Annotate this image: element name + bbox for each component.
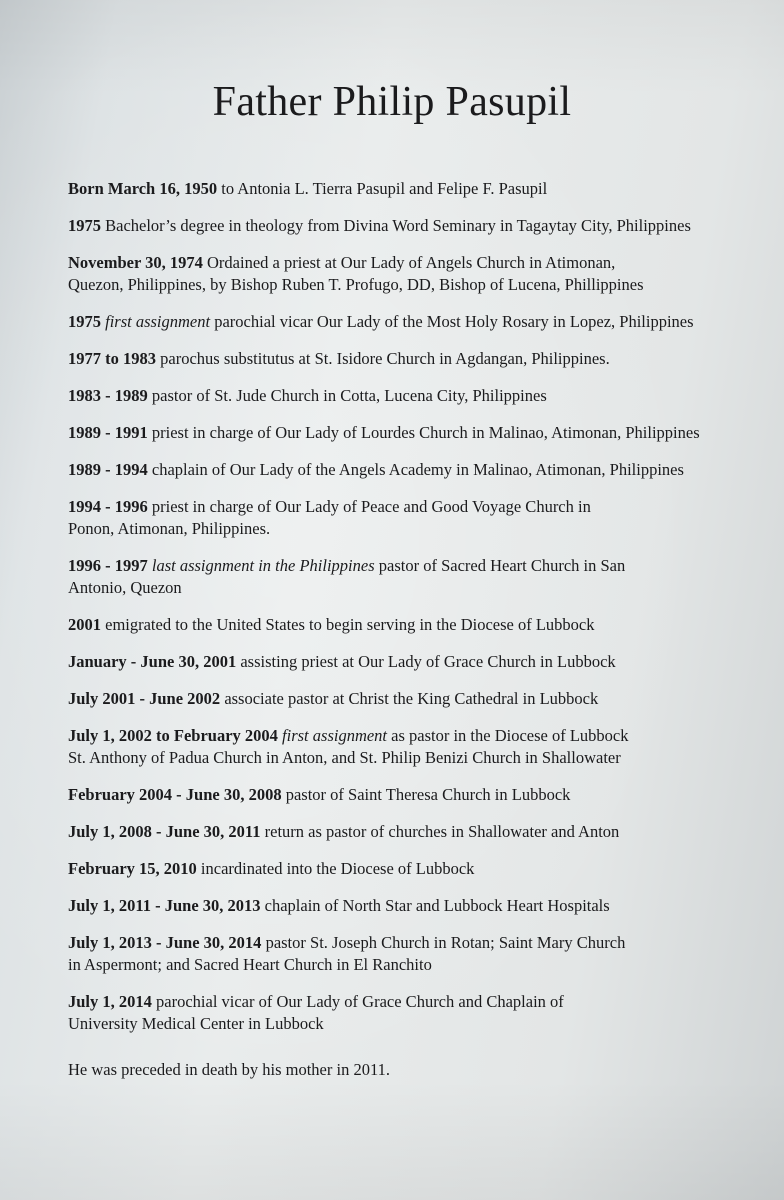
entry-date: 1994 - 1996 [68, 497, 148, 516]
entry-date: 1989 - 1994 [68, 460, 148, 479]
timeline-entry [68, 215, 768, 237]
entry-text: to Antonia L. Tierra Pasupil and Felipe F. Pasupil [217, 179, 548, 198]
entry-line [68, 725, 768, 747]
timeline-entry [68, 821, 768, 843]
timeline-entry [68, 651, 768, 673]
timeline-entry [68, 555, 768, 599]
entry-text: priest in charge of Our Lady of Lourdes Church in Malinao, Atimonan, Philippines [147, 423, 700, 442]
entry-line [68, 311, 768, 333]
entry-text: parochus substitutus at St. Isidore Church in Agdangan, Philippines. [156, 349, 610, 368]
entry-text-continued: Ponon, Atimonan, Philippines. [68, 519, 271, 538]
page-title: Father Philip Pasupil [212, 79, 572, 125]
entry-text-continued: University Medical Center in Lubbock [68, 1014, 324, 1033]
entry-date: July 1, 2002 to February 2004 [68, 726, 278, 745]
entry-line [68, 555, 768, 577]
entry-date: Born March 16, 1950 [68, 179, 218, 198]
timeline-entry [68, 784, 768, 806]
entry-date: 1983 - 1989 [68, 386, 148, 405]
entry-line [68, 991, 768, 1013]
entry-line [68, 215, 768, 237]
entry-text: priest in charge of Our Lady of Peace and Good Voyage Church in [147, 497, 591, 516]
entry-text: chaplain of Our Lady of the Angels Academy in Malinao, Atimonan, Philippines [147, 460, 684, 479]
entry-line [68, 784, 768, 806]
entry-line [68, 496, 768, 518]
entry-text-continued: St. Anthony of Padua Church in Anton, and St. Philip Benizi Church in Shallowater [68, 748, 621, 767]
entry-text: return as pastor of churches in Shallowater and Anton [260, 822, 620, 841]
entry-date: 1996 - 1997 [68, 556, 148, 575]
entry-text: assisting priest at Our Lady of Grace Church in Lubbock [236, 652, 616, 671]
entry-date: July 1, 2011 - June 30, 2013 [68, 896, 261, 915]
entry-line [68, 895, 768, 917]
entry-date: February 15, 2010 [68, 859, 197, 878]
timeline-entry [68, 348, 768, 370]
entry-date: July 1, 2008 - June 30, 2011 [68, 822, 261, 841]
timeline-list [68, 178, 768, 1098]
entry-text: parochial vicar of Our Lady of Grace Church and Chaplain of [151, 992, 564, 1011]
entry-line [68, 932, 768, 954]
timeline-entry [68, 252, 768, 296]
entry-text: pastor of Saint Theresa Church in Lubbock [281, 785, 571, 804]
timeline-entry [68, 496, 768, 540]
entry-line [68, 614, 768, 636]
entry-italic-note: first assignment [277, 726, 388, 745]
timeline-entry [68, 385, 768, 407]
entry-line [68, 385, 768, 407]
entry-text: parochial vicar Our Lady of the Most Holy Rosary in Lopez, Philippines [210, 312, 694, 331]
entry-date: 1975 [68, 216, 101, 235]
entry-text-continued: Quezon, Philippines, by Bishop Ruben T. Profugo, DD, Bishop of Lucena, Phillippines [68, 275, 644, 294]
entry-date: July 1, 2013 - June 30, 2014 [68, 933, 262, 952]
entry-date: 1989 - 1991 [68, 423, 148, 442]
entry-line [68, 252, 768, 274]
timeline-entry [68, 459, 768, 481]
entry-line [68, 422, 768, 444]
entry-text-continued: Antonio, Quezon [68, 578, 182, 597]
entry-date: 2001 [68, 615, 101, 634]
entry-text: Ordained a priest at Our Lady of Angels Church in Atimonan, [202, 253, 616, 272]
timeline-entry [68, 614, 768, 636]
entry-text: incardinated into the Diocese of Lubbock [196, 859, 475, 878]
entry-date: November 30, 1974 [68, 253, 203, 272]
timeline-entry [68, 932, 768, 976]
entry-text: pastor of Sacred Heart Church in San [374, 556, 626, 575]
entry-italic-note: first assignment [101, 312, 211, 331]
entry-date: July 2001 - June 2002 [68, 689, 221, 708]
entry-line [68, 821, 768, 843]
entry-date: July 1, 2014 [68, 992, 152, 1011]
timeline-entry [68, 688, 768, 710]
entry-text: as pastor in the Diocese of Lubbock [387, 726, 629, 745]
closing-statement: He was preceded in death by his mother in 2011. [68, 1060, 390, 1079]
entry-date: February 2004 - June 30, 2008 [68, 785, 282, 804]
timeline-entry [68, 858, 768, 880]
timeline-entry [68, 422, 768, 444]
timeline-entry [68, 178, 768, 200]
timeline-entry [68, 895, 768, 917]
entry-text: pastor St. Joseph Church in Rotan; Saint Mary Church [261, 933, 626, 952]
entry-date: January - June 30, 2001 [68, 652, 237, 671]
entry-text-continued: in Aspermont; and Sacred Heart Church in El Ranchito [68, 955, 432, 974]
entry-text: associate pastor at Christ the King Cathedral in Lubbock [220, 689, 599, 708]
entry-line [68, 688, 768, 710]
timeline-entry [68, 991, 768, 1035]
entry-date: 1975 [68, 312, 101, 331]
timeline-entry [68, 311, 768, 333]
entry-text: pastor of St. Jude Church in Cotta, Lucena City, Philippines [147, 386, 547, 405]
entry-date: 1977 to 1983 [68, 349, 156, 368]
entry-text: chaplain of North Star and Lubbock Heart Hospitals [260, 896, 610, 915]
entry-line [68, 178, 768, 200]
entry-line [68, 459, 768, 481]
entry-line [68, 858, 768, 880]
entry-text: Bachelor’s degree in theology from Divina Word Seminary in Tagaytay City, Philippines [101, 216, 691, 235]
timeline-entry [68, 725, 768, 769]
entry-line [68, 348, 768, 370]
entry-italic-note: last assignment in the Philippines [147, 556, 375, 575]
entry-line [68, 651, 768, 673]
entry-text: emigrated to the United States to begin serving in the Diocese of Lubbock [101, 615, 595, 634]
